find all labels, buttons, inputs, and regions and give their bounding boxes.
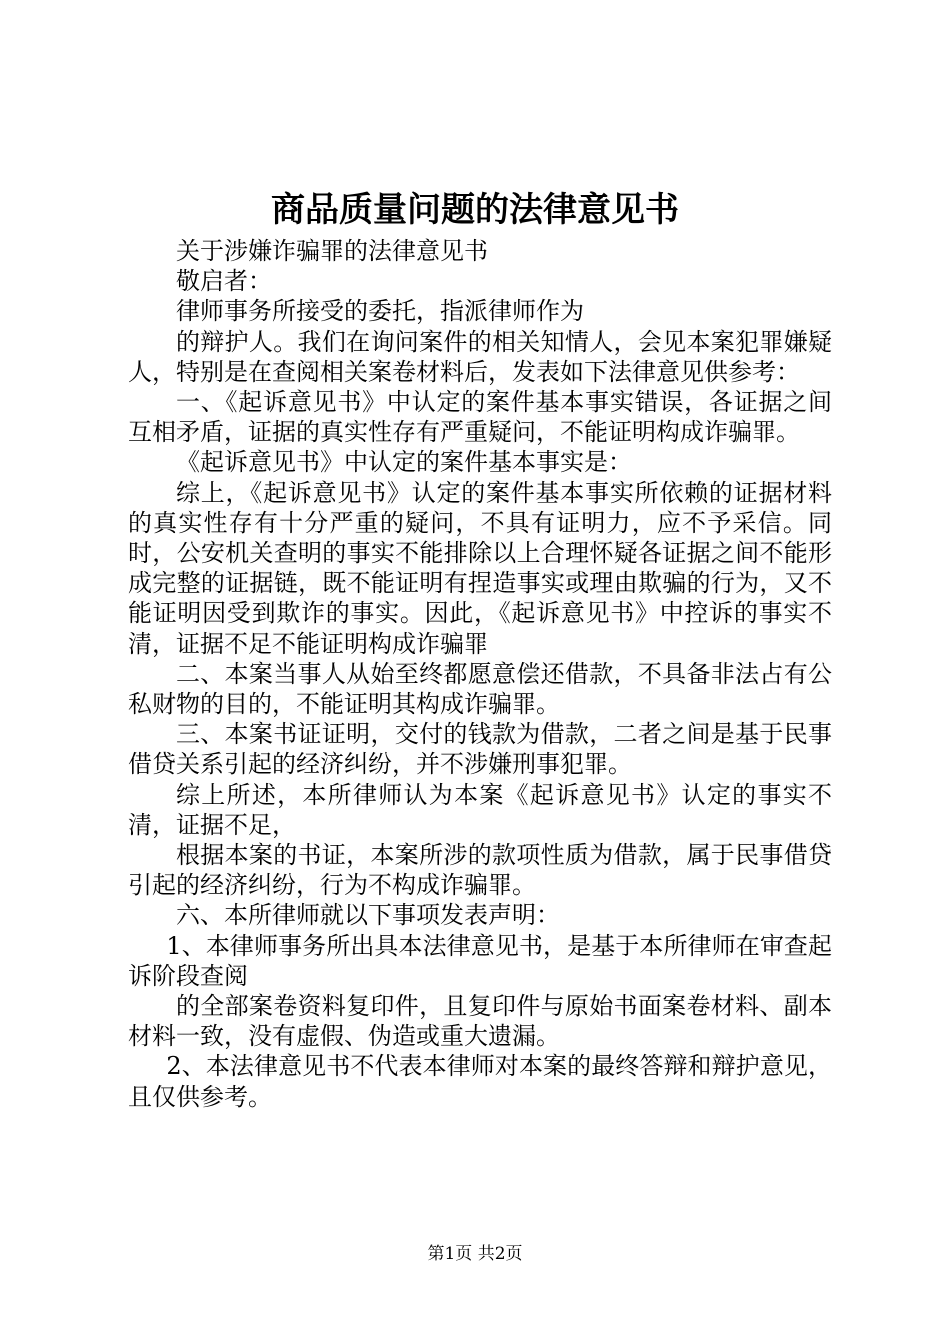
paragraph-appointment: 律师事务所接受的委托，指派律师作为 xyxy=(176,297,584,326)
paragraph-statement-one-continued: 的全部案卷资料复印件，且复印件与原始书面案卷材料、副本材料一致，没有虚假、伪造或重大遗漏。 xyxy=(128,992,832,1051)
page-indicator: 第1页 共2页 xyxy=(427,1244,523,1264)
paragraph-point-one: 一、《起诉意见书》中认定的案件基本事实错误，各证据之间互相矛盾，证据的真实性存有严重疑问，不能证明构成诈骗罪。 xyxy=(128,388,832,447)
paragraph-introduction: 的辩护人。我们在询问案件的相关知情人，会见本案犯罪嫌疑人，特别是在查阅相关案卷材料后，发表如下法律意见供参考： xyxy=(128,327,832,386)
paragraph-subject: 关于涉嫌诈骗罪的法律意见书 xyxy=(176,237,488,265)
paragraph-statement-one: 1、本律师事务所出具本法律意见书，是基于本所律师在审查起诉阶段查阅 xyxy=(128,931,832,990)
paragraph-point-three: 三、本案书证证明，交付的钱款为借款，二者之间是基于民事借贷关系引起的经济纠纷，并不涉嫌刑事犯罪。 xyxy=(128,720,832,779)
paragraph-point-two: 二、本案当事人从始至终都愿意偿还借款，不具备非法占有公私财物的目的，不能证明其构成诈骗罪。 xyxy=(128,659,832,719)
paragraph-summary-evidence: 综上，《起诉意见书》认定的案件基本事实所依赖的证据材料的真实性存有十分严重的疑问，不具有证明力，应不予采信。同时，公安机关查明的事实不能排除以上合理怀疑各证据之间不能形成完整的证据链，既不能证明有捏造事实或理由欺骗的行为，又不能证明因受到欺诈的事实。因此，《起诉意见书》中控诉的事实不清，证据不足不能证明构成诈骗罪 xyxy=(128,478,832,658)
paragraph-facts-heading: 《起诉意见书》中认定的案件基本事实是： xyxy=(176,448,632,477)
paragraph-salutation: 敬启者： xyxy=(176,267,272,296)
paragraph-statement-two: 2、本法律意见书不代表本律师对本案的最终答辩和辩护意见，且仅供参考。 xyxy=(128,1052,832,1111)
document-title: 商品质量问题的法律意见书 xyxy=(271,190,679,230)
paragraph-statement-heading: 六、本所律师就以下事项发表声明： xyxy=(176,901,560,930)
paragraph-conclusion: 综上所述，本所律师认为本案《起诉意见书》认定的事实不清，证据不足， xyxy=(128,780,832,839)
document-body xyxy=(128,236,832,1112)
paragraph-basis: 根据本案的书证，本案所涉的款项性质为借款，属于民事借贷引起的经济纠纷，行为不构成诈骗罪。 xyxy=(128,841,832,900)
